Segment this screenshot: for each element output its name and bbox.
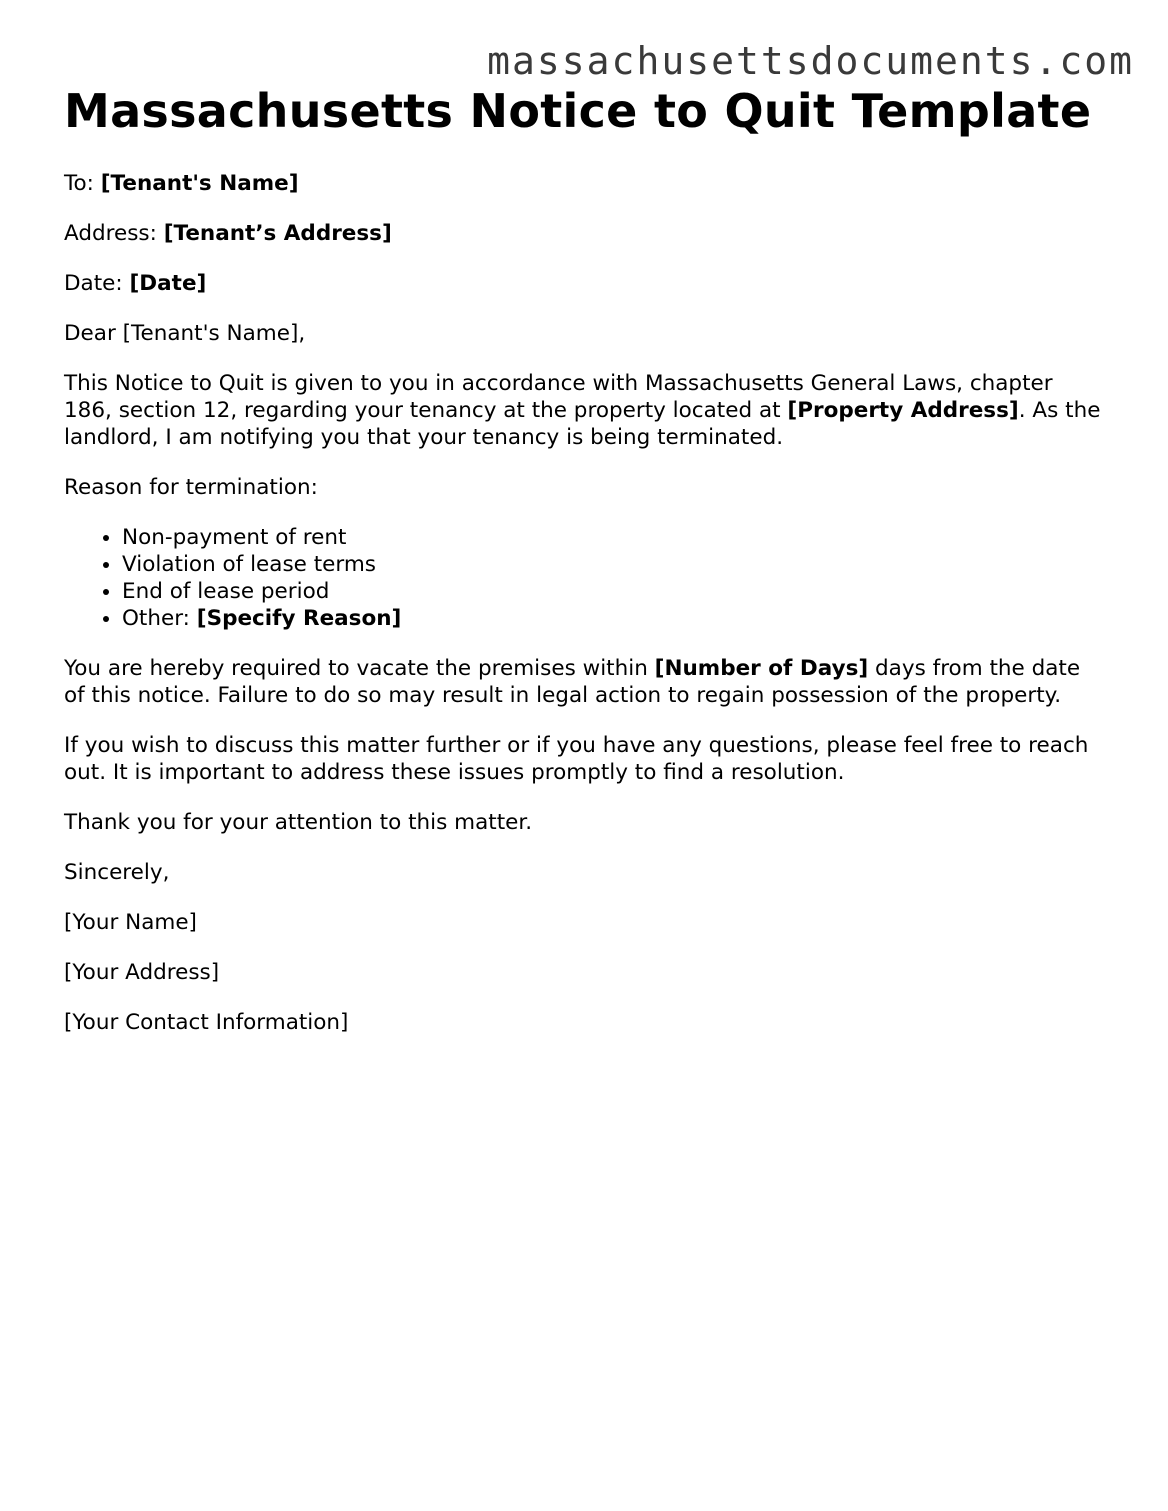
list-item: • Violation of lease terms bbox=[122, 551, 1104, 578]
page-title: Massachusetts Notice to Quit Template bbox=[64, 84, 1092, 138]
address-label: Address: bbox=[64, 221, 157, 246]
vacate-paragraph bbox=[64, 655, 1104, 709]
signature-name: [Your Name] bbox=[64, 910, 197, 935]
intro-text-2: . As the landlord, I am notifying you that your tenancy is being terminated. bbox=[64, 398, 1101, 450]
specify-reason-placeholder: [Specify Reason] bbox=[196, 606, 402, 631]
thanks-line: Thank you for your attention to this matter. bbox=[64, 810, 533, 835]
vacate-text-2: days from the date of this notice. Failure to do so may result in legal action to regain possession of the property. bbox=[64, 656, 1081, 708]
site-watermark: massachusettsdocuments.com bbox=[487, 39, 1134, 83]
intro-paragraph bbox=[64, 370, 1104, 451]
document-body bbox=[64, 84, 1104, 1036]
tenant-address-placeholder: [Tenant’s Address] bbox=[163, 221, 392, 246]
number-of-days-placeholder: [Number of Days] bbox=[654, 656, 869, 681]
signature-contact: [Your Contact Information] bbox=[64, 1010, 349, 1035]
vacate-text-1: You are hereby required to vacate the premises within bbox=[64, 656, 655, 681]
date-label: Date: bbox=[64, 271, 123, 296]
date-line bbox=[64, 270, 1104, 297]
list-item: • End of lease period bbox=[122, 578, 1104, 605]
to-label: To: bbox=[64, 171, 94, 196]
discuss-paragraph: If you wish to discuss this matter further or if you have any questions, please feel free to reach out. It is important to address these issues promptly to find a resolution. bbox=[64, 733, 1089, 785]
address-line bbox=[64, 220, 1104, 247]
signature-address: [Your Address] bbox=[64, 960, 220, 985]
tenant-name-placeholder: [Tenant's Name] bbox=[100, 171, 299, 196]
property-address-placeholder: [Property Address] bbox=[787, 398, 1019, 423]
list-item: • Non-payment of rent bbox=[122, 524, 1104, 551]
closing: Sincerely, bbox=[64, 860, 170, 885]
list-item bbox=[122, 605, 1104, 632]
to-line bbox=[64, 170, 1104, 197]
reason-heading: Reason for termination: bbox=[64, 475, 318, 500]
other-label: Other: bbox=[122, 606, 190, 631]
salutation: Dear [Tenant's Name], bbox=[64, 321, 306, 346]
reason-list bbox=[64, 524, 1104, 632]
intro-text-1: This Notice to Quit is given to you in accordance with Massachusetts General Laws, chapter 186, section 12, regarding your tenancy at the property located at bbox=[64, 371, 1053, 423]
date-placeholder: [Date] bbox=[129, 271, 207, 296]
